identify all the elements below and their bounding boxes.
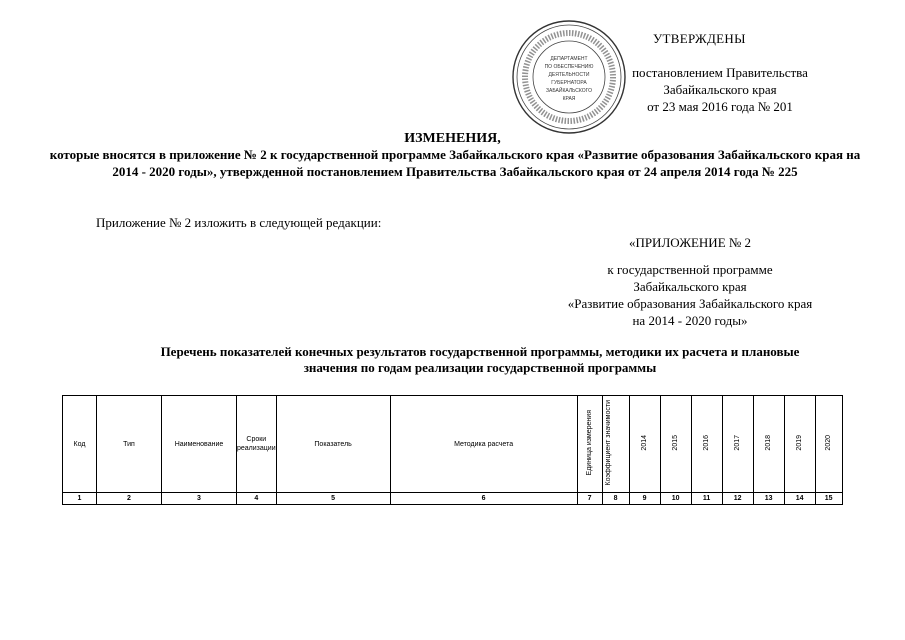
approval-line: постановлением Правительства: [632, 65, 808, 80]
changes-heading: ИЗМЕНЕНИЯ,: [404, 131, 501, 146]
column-number: 7: [577, 493, 602, 505]
approval-line: от 23 мая 2016 года № 201: [647, 99, 793, 114]
column-number: 10: [660, 493, 691, 505]
column-number: 15: [815, 493, 842, 505]
appendix-title: «ПРИЛОЖЕНИЕ № 2: [628, 235, 752, 250]
column-number: 13: [753, 493, 784, 505]
col-header-unit: Единица измерения: [586, 410, 594, 476]
svg-text:ЗАБАЙКАЛЬСКОГО: ЗАБАЙКАЛЬСКОГО: [546, 88, 592, 94]
column-number: 9: [629, 493, 660, 505]
approval-block: [625, 31, 815, 115]
col-header-year: 2017: [734, 435, 742, 451]
col-header-coef: Коэффициент значимости: [604, 400, 612, 486]
col-header-indicator: Показатель: [276, 396, 390, 493]
column-number: 1: [63, 493, 97, 505]
header-row: [63, 396, 843, 493]
col-header-code: Код: [63, 396, 97, 493]
column-number: 3: [162, 493, 237, 505]
indicators-table: [62, 395, 843, 505]
column-number: 11: [691, 493, 722, 505]
col-header-type: Тип: [97, 396, 162, 493]
official-seal-stamp: [510, 18, 628, 136]
approval-line: Забайкальского края: [663, 82, 777, 97]
column-number: 4: [237, 493, 277, 505]
number-row: [63, 493, 843, 505]
list-title: Перечень показателей конечных результатов государственной программы, методики их расчета и плановые значения по годам реализации государственной программы: [160, 344, 800, 375]
changes-subheading: которые вносятся в приложение № 2 к государственной программе Забайкальского края «Развитие образования Забайкальского края на 2014 - 2020 годы», утвержденной постановлением Правительства Забайкальского края от 24 апреля 2014 года № 225: [49, 147, 861, 179]
col-header-terms: Сроки реализации: [237, 396, 277, 493]
svg-text:ДЕПАРТАМЕНТ: ДЕПАРТАМЕНТ: [550, 56, 588, 62]
column-number: 12: [722, 493, 753, 505]
column-number: 14: [784, 493, 815, 505]
svg-text:ДЕЯТЕЛЬНОСТИ: ДЕЯТЕЛЬНОСТИ: [548, 72, 590, 78]
appendix-subtitle: [540, 261, 840, 329]
col-header-year: 2014: [641, 435, 649, 451]
col-header-year: 2020: [825, 435, 833, 451]
col-header-method: Методика расчета: [390, 396, 577, 493]
appendix-line: к государственной программе: [607, 262, 773, 277]
svg-text:ПО ОБЕСПЕЧЕНИЮ: ПО ОБЕСПЕЧЕНИЮ: [544, 64, 594, 70]
svg-text:КРАЯ: КРАЯ: [562, 96, 576, 102]
column-number: 2: [97, 493, 162, 505]
column-number: 8: [602, 493, 629, 505]
col-header-name: Наименование: [162, 396, 237, 493]
col-header-year: 2018: [765, 435, 773, 451]
column-number: 5: [276, 493, 390, 505]
appendix-line: Забайкальского края: [633, 279, 747, 294]
appendix-line: на 2014 - 2020 годы»: [632, 313, 748, 328]
intro-text: Приложение № 2 изложить в следующей редакции:: [96, 215, 382, 230]
col-header-year: 2019: [796, 435, 804, 451]
col-header-year: 2015: [672, 435, 680, 451]
col-header-year: 2016: [703, 435, 711, 451]
svg-text:ГУБЕРНАТОРА: ГУБЕРНАТОРА: [551, 80, 587, 86]
appendix-line: «Развитие образования Забайкальского края: [567, 296, 813, 311]
approval-title: УТВЕРЖДЕНЫ: [653, 31, 746, 46]
column-number: 6: [390, 493, 577, 505]
